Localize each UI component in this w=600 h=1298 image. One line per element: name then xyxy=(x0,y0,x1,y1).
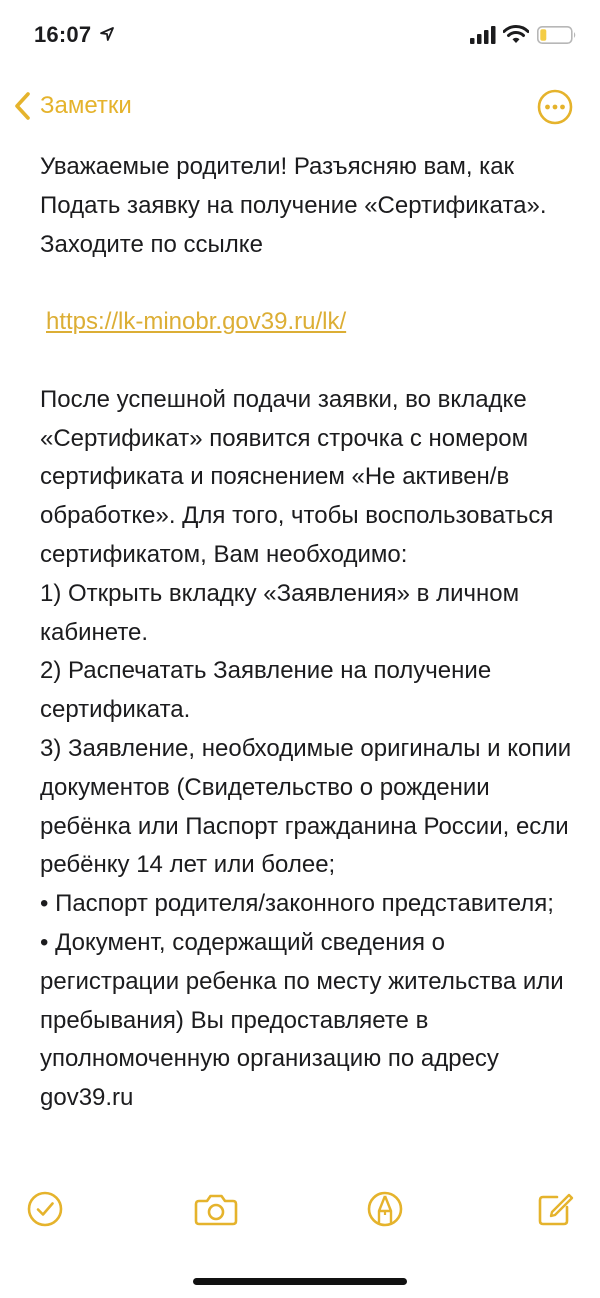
chevron-left-icon xyxy=(10,89,36,123)
back-button[interactable] xyxy=(10,88,132,124)
note-after-submit: После успешной подачи заявки, во вкладке «Сертификат» появится строчка с номером сертификата и пояснением «Не активен/в обработке». Для того, чтобы воспользоваться сертификатом, Вам необходимо: xyxy=(40,385,554,568)
status-time: 16:07 xyxy=(34,22,92,47)
cellular-signal-icon xyxy=(470,26,496,44)
battery-low-icon xyxy=(537,26,577,44)
camera-icon[interactable] xyxy=(193,1189,239,1229)
checklist-icon[interactable] xyxy=(25,1189,65,1229)
markup-pen-icon[interactable] xyxy=(365,1189,405,1229)
home-indicator xyxy=(193,1278,407,1285)
note-step-3: 3) Заявление, необходимые оригиналы и копии документов (Свидетельство о рождении ребёнка или Паспорт гражданина России, если ребёнку 14 лет или более; xyxy=(40,734,572,879)
wifi-icon xyxy=(503,25,529,44)
location-arrow-icon xyxy=(99,26,115,42)
note-intro: Уважаемые родители! Разъясняю вам, как Подать заявку на получение «Сертификата». Заходите по ссылке xyxy=(40,153,547,258)
note-step-2: 2) Распечатать Заявление на получение сертификата. xyxy=(40,657,492,724)
note-bullet-1: • Паспорт родителя/законного представителя; xyxy=(40,890,554,918)
nav-bar xyxy=(0,76,600,136)
blank-line xyxy=(40,342,580,381)
note-body[interactable] xyxy=(40,148,580,1118)
back-label: Заметки xyxy=(40,92,132,119)
compose-icon[interactable] xyxy=(535,1189,575,1229)
note-bullet-2: • Документ, содержащий сведения о регистрации ребенка по месту жительства или пребывания) Вы предоставляете в уполномоченную организацию по адресу xyxy=(40,928,564,1073)
status-bar xyxy=(0,0,600,76)
more-options-icon[interactable] xyxy=(537,89,573,125)
note-tail: gov39.ru xyxy=(40,1084,134,1112)
blank-line xyxy=(40,264,580,303)
note-step-1: 1) Открыть вкладку «Заявления» в личном кабинете. xyxy=(40,579,520,646)
note-link[interactable]: https://lk-minobr.gov39.ru/lk/ xyxy=(46,308,347,336)
toolbar-fade xyxy=(0,1150,600,1298)
